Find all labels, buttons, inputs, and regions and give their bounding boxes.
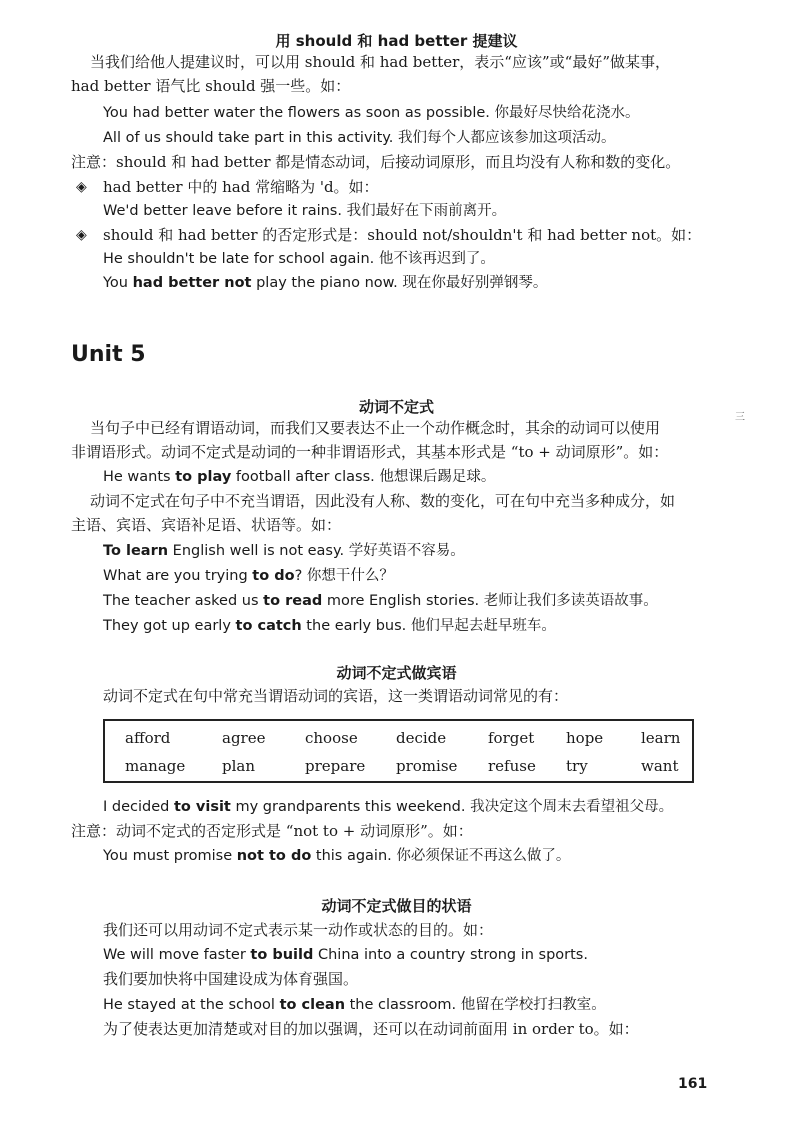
paragraph-line: 非谓语形式。动词不定式是动词的一种非谓语形式，其基本形式是 “to + 动词原形”。如： (71, 443, 669, 461)
page-number: 161 (678, 1076, 708, 1092)
example-sentence: What are you trying to do? 你想干什么？ (103, 568, 394, 584)
bold-phrase: to read (263, 593, 323, 609)
verb-item: hope (566, 729, 604, 747)
paragraph-line: 动词不定式在句中常充当谓语动词的宾语，这一类谓语动词常见的有： (103, 687, 569, 705)
example-sentence: To learn English well is not easy. 学好英语不容易。 (103, 543, 465, 559)
note-line: 注意：动词不定式的否定形式是 “not to + 动词原形”。如： (71, 822, 473, 840)
paragraph-line: 为了使表达更加清楚或对目的加以强调，还可以在动词前面用 in order to。如： (103, 1020, 639, 1038)
bullet-text: should 和 had better 的否定形式是：should not/shouldn't 和 had better not。如： (103, 226, 702, 244)
example-sentence: You must promise not to do this again. 你必须保证不再这么做了。 (103, 848, 571, 864)
example-sentence: All of us should take part in this activity. 我们每个人都应该参加这项活动。 (103, 130, 616, 146)
example-sentence: They got up early to catch the early bus. 他们早起去赶早班车。 (103, 618, 556, 634)
example-sentence: We will move faster to build China into a country strong in sports. (103, 947, 588, 963)
example-sentence: The teacher asked us to read more English stories. 老师让我们多读英语故事。 (103, 593, 658, 609)
verb-item: afford (125, 729, 171, 747)
bold-phrase: had better not (132, 275, 252, 291)
example-sentence: You had better water the flowers as soon as possible. 你最好尽快给花浇水。 (103, 105, 640, 121)
bold-phrase: to visit (173, 799, 231, 815)
bold-phrase: to do (252, 568, 295, 584)
bold-phrase: To learn (103, 543, 169, 559)
example-sentence: I decided to visit my grandparents this weekend. 我决定这个周末去看望祖父母。 (103, 799, 674, 815)
section-title-should: 用 should 和 had better 提建议 (275, 32, 518, 50)
paragraph-line: 当句子中已经有谓语动词，而我们又要表达不止一个动作概念时，其余的动词可以使用 (90, 419, 661, 437)
example-sentence: You had better not play the piano now. 现在你最好别弹钢琴。 (103, 275, 548, 291)
verb-item: manage (125, 757, 186, 775)
bold-phrase: to play (175, 469, 232, 485)
verb-list-box (103, 719, 694, 783)
bold-phrase: not to do (236, 848, 312, 864)
bold-phrase: to catch (235, 618, 302, 634)
example-sentence: We'd better leave before it rains. 我们最好在下雨前离开。 (103, 203, 507, 219)
note-line: 注意：should 和 had better 都是情态动词，后接动词原形，而且均没有人称和数的变化。 (71, 153, 681, 171)
section-title-infinitive: 动词不定式 (358, 398, 434, 416)
verb-item: want (641, 757, 679, 775)
paragraph-line: 主语、宾语、宾语补足语、状语等。如： (71, 516, 342, 534)
bullet-text: had better 中的 had 常缩略为 'd。如： (103, 178, 379, 196)
diamond-bullet-icon: ◈ (76, 227, 87, 243)
example-sentence: He shouldn't be late for school again. 他不该再迟到了。 (103, 251, 495, 267)
example-sentence: He stayed at the school to clean the classroom. 他留在学校打扫教室。 (103, 997, 606, 1013)
bold-phrase: to clean (279, 997, 346, 1013)
verb-item: agree (222, 729, 266, 747)
paragraph-line: 当我们给他人提建议时，可以用 should 和 had better，表示“应该”或“最好”做某事， (90, 53, 670, 71)
verb-item: plan (222, 757, 256, 775)
verb-item: forget (488, 729, 535, 747)
example-translation: 我们要加快将中国建设成为体育强国。 (103, 970, 359, 988)
verb-item: refuse (488, 757, 536, 775)
verb-item: prepare (305, 757, 366, 775)
paragraph-line: 我们还可以用动词不定式表示某一动作或状态的目的。如： (103, 921, 494, 939)
section-title-infinitive-object: 动词不定式做宾语 (336, 664, 457, 682)
unit-heading: Unit 5 (71, 342, 146, 367)
paragraph-line: had better 语气比 should 强一些。如： (71, 77, 351, 95)
verb-item: promise (396, 757, 458, 775)
verb-item: learn (641, 729, 681, 747)
section-title-infinitive-purpose: 动词不定式做目的状语 (321, 897, 472, 915)
verb-item: choose (305, 729, 358, 747)
bold-phrase: to build (250, 947, 314, 963)
diamond-bullet-icon: ◈ (76, 179, 87, 195)
verb-item: decide (396, 729, 447, 747)
example-sentence: He wants to play football after class. 他想课后踢足球。 (103, 469, 496, 485)
paragraph-line: 动词不定式在句子中不充当谓语，因此没有人称、数的变化，可在句中充当多种成分，如 (90, 492, 676, 510)
margin-mark: 三 (735, 412, 745, 423)
verb-item: try (566, 757, 588, 775)
